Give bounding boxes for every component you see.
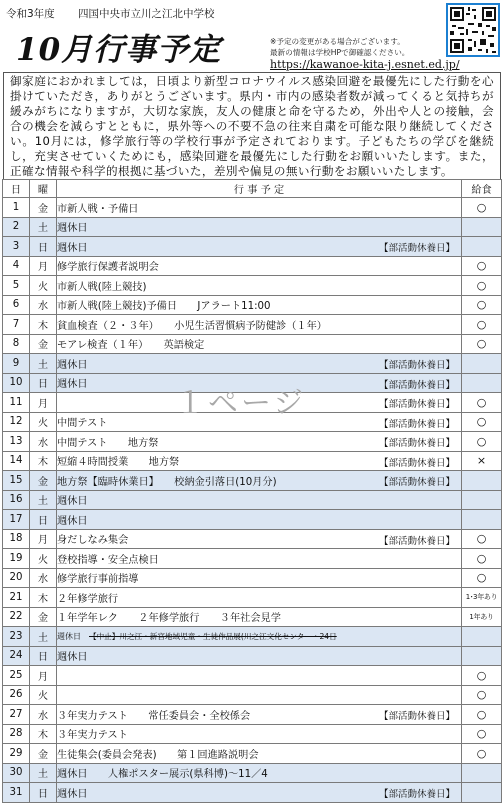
club-rest-label: 【部活動休養日】: [378, 379, 455, 391]
event-cell: [57, 588, 462, 608]
weekday: 木: [30, 451, 57, 471]
event-text: 修学旅行事前指導: [57, 574, 139, 586]
club-rest-label: 【部活動休養日】: [378, 418, 455, 430]
weekday: 金: [30, 607, 57, 627]
weekday: 月: [30, 256, 57, 276]
table-row: [3, 510, 502, 530]
day-number: 25: [3, 666, 30, 686]
day-number: 10: [3, 373, 30, 393]
event-cell: [57, 315, 462, 335]
lunch-status: [462, 471, 502, 491]
event-cell: [57, 549, 462, 569]
notice-line-2: 最新の情報は学校HPで御確認ください。: [270, 47, 410, 57]
table-row: [3, 588, 502, 608]
col-header-day: 日: [3, 180, 30, 198]
event-text: 週休日: [57, 379, 88, 391]
event-cell: [57, 256, 462, 276]
club-rest-label: 【部活動休養日】: [378, 477, 455, 488]
club-rest-label: 【部活動休養日】: [378, 457, 455, 469]
lunch-status: ○: [462, 393, 502, 413]
day-number: 31: [3, 783, 30, 803]
weekday: 木: [30, 315, 57, 335]
lunch-status: ○: [462, 256, 502, 276]
lunch-status: [462, 763, 502, 783]
table-row: [3, 685, 502, 705]
schedule-body: [3, 198, 502, 803]
event-text: 週休日: [57, 242, 88, 254]
event-text: 修学旅行保護者説明会: [57, 262, 159, 274]
day-number: 6: [3, 295, 30, 315]
notice-line-1: ※予定の変更がある場合がございます。: [270, 37, 405, 46]
weekday: 木: [30, 724, 57, 744]
event-cell: [57, 471, 462, 491]
weekday: 日: [30, 510, 57, 530]
event-text: ３年実力テスト 常任委員会・全校係会: [57, 710, 251, 722]
weekday: 水: [30, 432, 57, 452]
day-number: 22: [3, 607, 30, 627]
day-number: 7: [3, 315, 30, 335]
lunch-status: ○: [462, 334, 502, 354]
page-watermark: １ページ: [175, 386, 307, 421]
event-cell: [57, 744, 462, 764]
event-cell: [57, 685, 462, 705]
club-rest-label: 【部活動休養日】: [378, 399, 455, 410]
weekday: 土: [30, 490, 57, 510]
club-rest-label: 【部活動休養日】: [378, 243, 455, 254]
day-number: 12: [3, 412, 30, 432]
lunch-status: [462, 237, 502, 257]
event-text: 地方祭【臨時休業日】 校納金引落日(10月分): [57, 476, 277, 488]
lunch-status: [462, 783, 502, 803]
event-text: 週休日: [57, 223, 88, 235]
day-number: 19: [3, 549, 30, 569]
table-row: [3, 763, 502, 783]
weekday: 土: [30, 627, 57, 647]
weekday: 日: [30, 783, 57, 803]
event-text: 週休日: [57, 359, 88, 371]
event-cell: [57, 451, 462, 471]
table-row: [3, 354, 502, 374]
event-text: 身だしなみ集会: [57, 535, 129, 547]
table-row: [3, 724, 502, 744]
lunch-status: ○: [462, 276, 502, 296]
weekday: 火: [30, 549, 57, 569]
event-text: 生徒集会(委員会発表) 第１回進路説明会: [57, 749, 259, 761]
lunch-status: ○: [462, 432, 502, 452]
event-cell: [57, 783, 462, 803]
day-number: 20: [3, 568, 30, 588]
lunch-status: [462, 217, 502, 237]
weekday: 木: [30, 588, 57, 608]
event-text: 週休日: [57, 496, 88, 508]
table-row: [3, 744, 502, 764]
event-cell: [57, 666, 462, 686]
event-cell: [57, 646, 462, 666]
lunch-status: ○: [462, 666, 502, 686]
col-header-lunch: 給食: [462, 180, 502, 198]
col-header-weekday: 曜: [30, 180, 57, 198]
lunch-status: ○: [462, 568, 502, 588]
event-cell: [57, 510, 462, 530]
event-cell: [57, 705, 462, 725]
table-row: [3, 666, 502, 686]
event-text: 週休日: [57, 652, 88, 664]
event-text: 市新人戦・予備日: [57, 203, 139, 215]
lunch-status: [462, 490, 502, 510]
lunch-status: ○: [462, 529, 502, 549]
weekday: 土: [30, 763, 57, 783]
table-row: [3, 549, 502, 569]
club-rest-label: 【部活動休養日】: [378, 789, 455, 800]
day-number: 4: [3, 256, 30, 276]
day-number: 15: [3, 471, 30, 491]
table-row: [3, 783, 502, 803]
lunch-status: ○: [462, 549, 502, 569]
fiscal-year: 令和3年度: [6, 8, 55, 20]
lunch-status: ○: [462, 705, 502, 725]
table-row: [3, 705, 502, 725]
day-number: 11: [3, 393, 30, 413]
event-text: 週休日: [57, 631, 81, 641]
day-number: 16: [3, 490, 30, 510]
table-row: [3, 295, 502, 315]
club-rest-label: 【部活動休養日】: [378, 711, 455, 722]
lunch-status: ○: [462, 744, 502, 764]
lunch-status: 1年あり: [462, 607, 502, 627]
lunch-status: ○: [462, 685, 502, 705]
table-row: [3, 217, 502, 237]
lunch-status: ○: [462, 724, 502, 744]
day-number: 23: [3, 627, 30, 647]
table-row: [3, 315, 502, 335]
day-number: 21: [3, 588, 30, 608]
table-row: [3, 198, 502, 218]
lunch-status: ○: [462, 315, 502, 335]
table-header-row: [3, 180, 502, 198]
event-cell: [57, 198, 462, 218]
table-row: [3, 451, 502, 471]
club-rest-label: 【部活動休養日】: [378, 438, 455, 449]
event-text: ３年実力テスト: [57, 730, 128, 742]
lunch-status: ○: [462, 198, 502, 218]
day-number: 24: [3, 646, 30, 666]
weekday: 水: [30, 295, 57, 315]
lunch-status: [462, 510, 502, 530]
weekday: 火: [30, 276, 57, 296]
table-row: [3, 607, 502, 627]
event-text: 週休日: [57, 788, 88, 800]
day-number: 1: [3, 198, 30, 218]
table-row: [3, 646, 502, 666]
event-cell: [57, 529, 462, 549]
table-row: [3, 334, 502, 354]
day-number: 30: [3, 763, 30, 783]
weekday: 金: [30, 334, 57, 354]
table-row: [3, 237, 502, 257]
day-number: 13: [3, 432, 30, 452]
event-cell: [57, 217, 462, 237]
weekday: 月: [30, 529, 57, 549]
col-header-event: 行 事 予 定: [57, 180, 462, 198]
intro-message: 御家庭におかれましては，日頃より新型コロナウイルス感染回避を最優先にした行動を心掛けていただき，ありがとうございます。県内・市内の感染者数が減ってくると気持ちが緩みがちになりますが，大切な家族，友人の健康と命を守るため，外出や人との接触，会合の機会を減らすとともに，県外等への不要不急の往来自粛を可能な限り継続してください。10月には，修学旅行等の学校行事が予定されております。子どもたちの学びを継続し，充実させていくためにも，感染回避を最優先にした行動をお願いいたします。また，正確な情報や科学的根拠に基づいた，差別や偏見の無い行動をお願いいたします。: [3, 72, 501, 182]
table-row: [3, 627, 502, 647]
schedule-table: [2, 179, 502, 803]
table-row: [3, 471, 502, 491]
day-number: 8: [3, 334, 30, 354]
weekday: 土: [30, 354, 57, 374]
event-text: 市新人戦(陸上競技)予備日 Jアラート11:00: [57, 301, 271, 313]
event-cell: [57, 354, 462, 374]
weekday: 火: [30, 685, 57, 705]
lunch-status: 1･3年あり: [462, 588, 502, 608]
event-cell: [57, 276, 462, 296]
weekday: 金: [30, 744, 57, 764]
cancelled-event-note: 【中止】川之江・新宮地域児童・生徒作品展(川之江文化センター・24日: [89, 631, 337, 641]
table-row: [3, 432, 502, 452]
lunch-status: [462, 373, 502, 393]
school-name: 四国中央市立川之江北中学校: [78, 8, 215, 20]
event-text: 市新人戦(陸上競技): [57, 281, 147, 293]
event-text: 週休日: [57, 515, 88, 527]
qr-code-icon[interactable]: [446, 3, 500, 57]
weekday: 水: [30, 705, 57, 725]
club-rest-label: 【部活動休養日】: [378, 360, 455, 371]
day-number: 28: [3, 724, 30, 744]
school-url-link[interactable]: https://kawanoe-kita-j.esnet.ed.jp/: [270, 58, 460, 71]
day-number: 5: [3, 276, 30, 296]
day-number: 14: [3, 451, 30, 471]
weekday: 日: [30, 237, 57, 257]
table-row: [3, 568, 502, 588]
club-rest-label: 【部活動休養日】: [378, 535, 455, 547]
change-notice: [270, 37, 409, 58]
lunch-status: [462, 354, 502, 374]
table-row: [3, 490, 502, 510]
table-row: [3, 529, 502, 549]
event-text: 中間テスト: [57, 418, 108, 430]
event-cell: [57, 607, 462, 627]
event-cell: [57, 432, 462, 452]
weekday: 水: [30, 568, 57, 588]
day-number: 3: [3, 237, 30, 257]
event-text: 貧血検査（２・３年） 小児生活習慣病予防健診（１年）: [57, 320, 327, 332]
day-number: 17: [3, 510, 30, 530]
weekday: 日: [30, 373, 57, 393]
weekday: 火: [30, 412, 57, 432]
lunch-status: [462, 646, 502, 666]
event-text: 週休日 人権ポスター展示(県科博)～11／4: [57, 769, 268, 781]
event-cell: [57, 627, 462, 647]
event-cell: [57, 724, 462, 744]
event-text: 短縮４時間授業 地方祭: [57, 457, 180, 469]
weekday: 金: [30, 471, 57, 491]
weekday: 金: [30, 198, 57, 218]
day-number: 29: [3, 744, 30, 764]
weekday: 日: [30, 646, 57, 666]
event-cell: [57, 334, 462, 354]
event-text: １年学年レク ２年修学旅行 ３年社会見学: [57, 613, 281, 625]
event-cell: [57, 568, 462, 588]
weekday: 月: [30, 666, 57, 686]
lunch-status: [462, 627, 502, 647]
event-text: モアレ検査（１年） 英語検定: [57, 340, 205, 352]
lunch-status: ×: [462, 451, 502, 471]
day-number: 9: [3, 354, 30, 374]
day-number: 27: [3, 705, 30, 725]
lunch-status: ○: [462, 295, 502, 315]
lunch-status: ○: [462, 412, 502, 432]
day-number: 26: [3, 685, 30, 705]
event-cell: [57, 763, 462, 783]
weekday: 月: [30, 393, 57, 413]
day-number: 18: [3, 529, 30, 549]
event-cell: [57, 237, 462, 257]
page-header: [0, 0, 503, 72]
table-row: [3, 276, 502, 296]
event-text: 登校指導・安全点検日: [57, 554, 159, 566]
table-row: [3, 256, 502, 276]
day-number: 2: [3, 217, 30, 237]
event-cell: [57, 490, 462, 510]
page-title: 10月行事予定: [16, 32, 222, 68]
event-text: ２年修学旅行: [57, 593, 119, 605]
event-text: 中間テスト 地方祭: [57, 437, 159, 449]
weekday: 土: [30, 217, 57, 237]
event-cell: [57, 295, 462, 315]
